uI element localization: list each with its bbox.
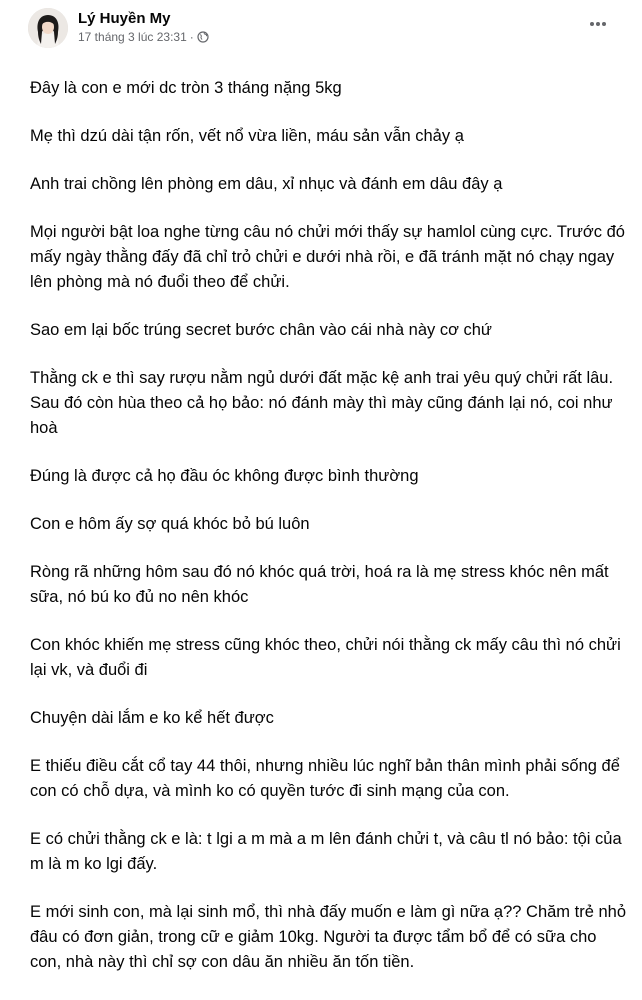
post-paragraph: Đây là con e mới dc tròn 3 tháng nặng 5kg [30,79,342,97]
post-paragraph: Con khóc khiến mẹ stress cũng khóc theo, chửi nói thằng ck mấy câu thì nó chửi lại vk, và đuổi đi [30,636,621,679]
post-header [0,0,642,56]
post-paragraph: Anh trai chồng lên phòng em dâu, xỉ nhục và đánh em dâu đây ạ [30,175,503,193]
post-paragraph: Đúng là được cả họ đầu óc không được bình thường [30,467,419,485]
post-paragraph: E thiếu điều cắt cổ tay 44 thôi, nhưng nhiều lúc nghĩ bản thân mình phải sống để con có chỗ dựa, và mình ko có quyền tước đi sinh mạng của con. [30,757,620,800]
post-paragraph: Ròng rã những hôm sau đó nó khóc quá trời, hoá ra là mẹ stress khóc nên mất sữa, nó bú ko đủ no nên khóc [30,563,609,606]
post-paragraph: Sao em lại bốc trúng secret bước chân vào cái nhà này cơ chứ [30,321,492,339]
profile-picture [28,8,68,48]
post-paragraph: Mẹ thì dzú dài tận rốn, vết nổ vừa liền, máu sản vẫn chảy ạ [30,127,464,145]
post-paragraph: Con e hôm ấy sợ quá khóc bỏ bú luôn [30,515,310,533]
post-text [30,76,626,998]
meta-separator: · [189,30,194,44]
post-paragraph: Mọi người bật loa nghe từng câu nó chửi mới thấy sự hamlol cùng cực. Trước đó mấy ngày thằng đấy đã chỉ trỏ chửi e dưới nhà rồi, e đã tránh mặt nó chạy ngay lên phòng mà nó đuổi theo để chửi. [30,223,625,291]
avatar[interactable] [28,8,68,48]
post-timestamp[interactable]: 17 tháng 3 lúc 23:31 [78,30,187,44]
post-paragraph: Thằng ck e thì say rượu nằm ngủ dưới đất mặc kệ anh trai yêu quý chửi rất lâu. Sau đó còn hùa theo cả họ bảo: nó đánh mày thì mày cũng đánh lại nó, coi như hoà [30,369,614,437]
post-paragraph: E có chửi thằng ck e là: t lgi a m mà a m lên đánh chửi t, và câu tl nó bảo: tội của m là m ko lgi đấy. [30,830,622,873]
more-options-button[interactable] [582,12,614,36]
post-meta [78,30,209,44]
author-name[interactable]: Lý Huyền My [78,10,171,27]
post-paragraph: Chuyện dài lắm e ko kể hết được [30,709,274,727]
more-horizontal-icon [589,21,607,27]
post-paragraph: E mới sinh con, mà lại sinh mổ, thì nhà đấy muốn e làm gì nữa ạ?? Chăm trẻ nhỏ đâu có đơn giản, trong cữ e giảm 10kg. Người ta được tẩm bổ để có sữa cho con, nhà này thì chỉ sợ con dâu ăn nhiều ăn tốn tiền. [30,903,626,971]
globe-icon[interactable] [197,31,209,43]
